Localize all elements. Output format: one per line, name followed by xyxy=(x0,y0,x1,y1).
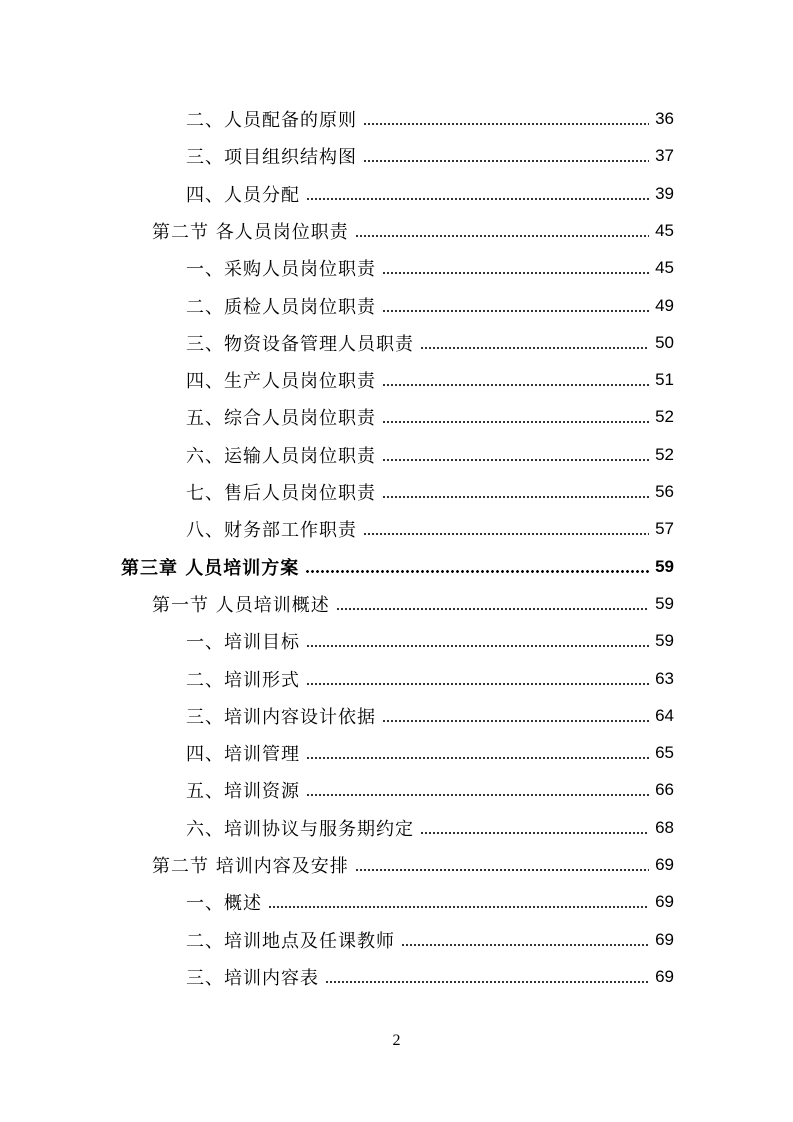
toc-dot-leader xyxy=(382,720,649,722)
toc-dot-leader xyxy=(305,570,649,573)
toc-entry[interactable] xyxy=(186,362,674,398)
toc-entry-title: 七、售后人员岗位职责 xyxy=(186,483,376,504)
toc-dot-leader xyxy=(382,384,649,386)
toc-entry-title: 第一节 人员培训概述 xyxy=(152,594,330,616)
toc-entry-title: 五、综合人员岗位职责 xyxy=(186,408,376,430)
toc-dot-leader xyxy=(363,533,649,535)
toc-dot-leader xyxy=(420,347,649,349)
toc-dot-leader xyxy=(268,906,649,908)
toc-entry-title: 第二节 各人员岗位职责 xyxy=(152,221,349,243)
toc-entry-title: 一、概述 xyxy=(186,893,262,915)
toc-entry-page: 68 xyxy=(655,817,674,837)
toc-entry[interactable] xyxy=(152,847,674,883)
toc-entry-page: 39 xyxy=(655,183,674,203)
toc-entry-page: 69 xyxy=(655,855,674,874)
toc-entry-title: 二、培训形式 xyxy=(186,669,300,691)
toc-entry[interactable] xyxy=(152,213,674,249)
toc-dot-leader xyxy=(382,421,649,423)
toc-entry-title: 八、财务部工作职责 xyxy=(186,520,357,542)
toc-dot-leader xyxy=(325,981,649,983)
toc-entry-page: 69 xyxy=(655,966,674,986)
toc-entry-page: 63 xyxy=(655,668,674,688)
toc-entry-page: 59 xyxy=(655,593,674,613)
toc-entry-page: 49 xyxy=(655,295,674,315)
toc-entry-title: 一、采购人员岗位职责 xyxy=(186,259,376,281)
toc-entry[interactable] xyxy=(186,325,674,361)
toc-entry[interactable] xyxy=(186,735,674,771)
toc-entry-page: 66 xyxy=(655,780,674,800)
toc-entry[interactable] xyxy=(121,549,674,585)
toc-entry-title: 第三章 人员培训方案 xyxy=(121,557,300,579)
toc-entry-page: 52 xyxy=(655,407,674,427)
toc-entry-title: 四、人员分配 xyxy=(186,184,300,206)
toc-entry-page: 36 xyxy=(655,109,674,128)
toc-entry[interactable] xyxy=(186,437,674,473)
toc-entry[interactable] xyxy=(152,586,674,622)
toc-dot-leader xyxy=(306,794,649,796)
toc-entry[interactable] xyxy=(186,772,674,808)
toc-dot-leader xyxy=(382,459,649,461)
toc-entry-page: 45 xyxy=(655,220,674,240)
toc-entry-title: 三、培训内容表 xyxy=(186,967,319,989)
toc-entry[interactable] xyxy=(186,661,674,697)
toc-entry-page: 64 xyxy=(655,705,674,725)
toc-dot-leader xyxy=(363,160,649,162)
toc-entry-page: 57 xyxy=(655,519,674,539)
toc-dot-leader xyxy=(363,123,649,125)
toc-entry-page: 59 xyxy=(655,556,674,576)
toc-entry-page: 37 xyxy=(655,146,674,166)
toc-entry-page: 69 xyxy=(655,892,674,912)
toc-entry[interactable] xyxy=(186,959,674,995)
toc-dot-leader xyxy=(382,272,649,274)
toc-entry-page: 59 xyxy=(655,631,674,651)
toc-dot-leader xyxy=(382,310,649,312)
toc-entry[interactable] xyxy=(186,138,674,174)
toc-entry-title: 三、项目组织结构图 xyxy=(186,147,357,169)
toc-entry[interactable] xyxy=(186,810,674,846)
toc-entry-title: 二、培训地点及任课教师 xyxy=(186,930,395,952)
toc-entry-title: 三、物资设备管理人员职责 xyxy=(186,333,414,355)
toc-entry[interactable] xyxy=(186,623,674,659)
toc-dot-leader xyxy=(401,944,649,946)
toc-entry-page: 45 xyxy=(655,258,674,278)
toc-entry[interactable] xyxy=(186,884,674,920)
toc-entry[interactable] xyxy=(186,698,674,734)
toc-dot-leader xyxy=(306,757,649,759)
toc-dot-leader xyxy=(420,832,649,834)
toc-dot-leader xyxy=(306,198,649,200)
toc-entry[interactable] xyxy=(186,250,674,286)
toc-entry-page: 56 xyxy=(655,482,674,501)
toc-dot-leader xyxy=(306,645,649,647)
toc-entry[interactable] xyxy=(186,922,674,958)
toc-entry-title: 一、培训目标 xyxy=(186,632,300,654)
toc-entry[interactable] xyxy=(186,511,674,547)
toc-entry-page: 52 xyxy=(655,444,674,464)
toc-dot-leader xyxy=(306,683,649,685)
toc-entry-title: 六、运输人员岗位职责 xyxy=(186,445,376,467)
toc-entry-title: 六、培训协议与服务期约定 xyxy=(186,818,414,840)
toc-entry-title: 第二节 培训内容及安排 xyxy=(152,856,349,877)
toc-entry-title: 五、培训资源 xyxy=(186,781,300,803)
toc-entry-title: 二、人员配备的原则 xyxy=(186,110,357,131)
toc-entry[interactable] xyxy=(186,474,674,510)
toc-dot-leader xyxy=(382,496,649,498)
toc-entry-title: 四、生产人员岗位职责 xyxy=(186,371,376,393)
toc-entry-title: 四、培训管理 xyxy=(186,744,300,766)
toc-entry-page: 69 xyxy=(655,929,674,949)
toc-dot-leader xyxy=(355,235,649,237)
page-number: 2 xyxy=(392,1032,401,1049)
toc-entry[interactable] xyxy=(186,101,674,137)
toc-entry-page: 50 xyxy=(655,332,674,352)
toc-entry[interactable] xyxy=(186,176,674,212)
toc-entry[interactable] xyxy=(186,288,674,324)
toc-entry-page: 51 xyxy=(655,370,674,390)
toc-dot-leader xyxy=(336,608,649,610)
toc-entry-title: 三、培训内容设计依据 xyxy=(186,706,376,728)
toc-entry-title: 二、质检人员岗位职责 xyxy=(186,296,376,318)
toc-dot-leader xyxy=(355,869,649,871)
toc-entry-page: 65 xyxy=(655,743,674,763)
toc-entry[interactable] xyxy=(186,399,674,435)
